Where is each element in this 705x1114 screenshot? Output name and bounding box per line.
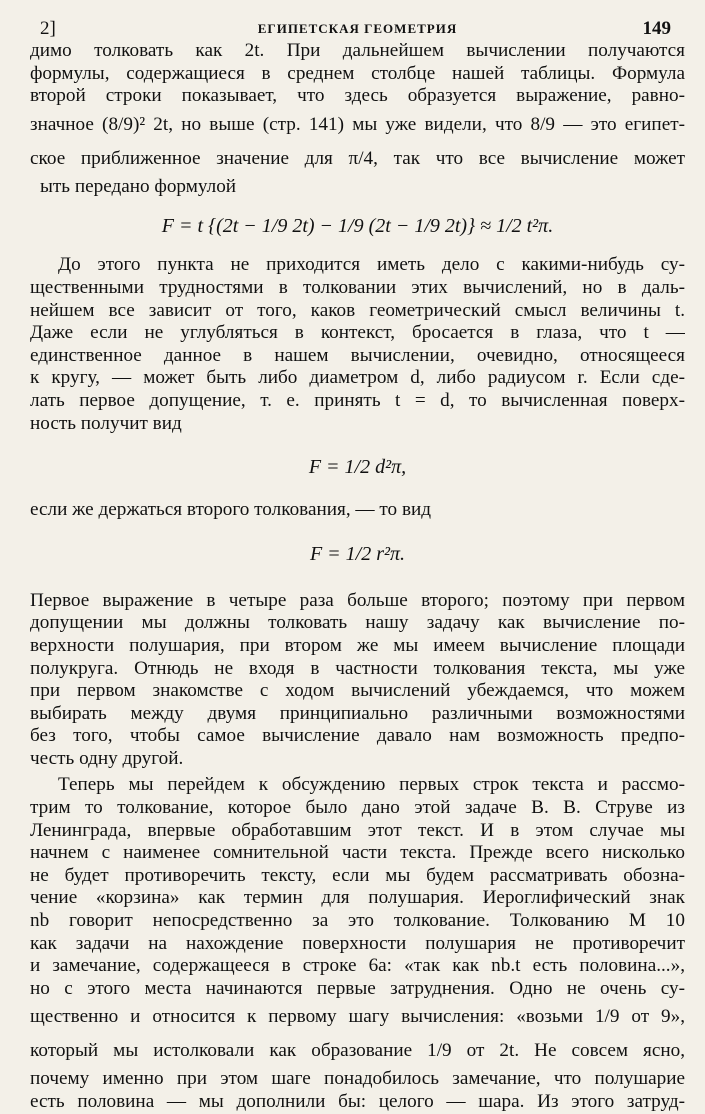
text-line: nb говорит непосредственно за это толкование. Толкованию М 10 [30, 910, 685, 932]
text-line: единственное данное в нашем вычислении, очевидно, относящееся [30, 344, 685, 366]
text-line: ность получит вид [30, 412, 182, 434]
text-line: как задачи на нахождение поверхности полушария не противоречит [30, 932, 685, 954]
text-line: Теперь мы перейдем к обсуждению первых строк текста и рассмо- [58, 774, 685, 796]
text-line: и замечание, содержащееся в строке 6а: «так как nb.t есть половина...», [30, 955, 685, 977]
text-line: но с этого места начинаются первые затруднения. Одно не очень су- [30, 977, 685, 999]
text-line: формулы, содержащиеся в среднем столбце нашей таблицы. Формула [30, 62, 685, 84]
text-line: Даже если не углубляться в контекст, бросается в глаза, что t — [30, 322, 685, 344]
text-line: к кругу, — может быть либо диаметром d, либо радиусом r. Если сде- [30, 367, 685, 389]
text-line: честь одну другой. [30, 747, 184, 769]
text-line: трим то толкование, которое было дано этой задаче В. В. Струве из [30, 797, 685, 819]
text-line: щественно и относится к первому шагу вычисления: «возьми 1/9 от 9», [30, 1006, 685, 1028]
running-title: ЕГИПЕТСКАЯ ГЕОМЕТРИЯ [257, 21, 458, 36]
text-line: если же держаться второго толкования, — то вид [30, 499, 432, 521]
text-line: До этого пункта не приходится иметь дело с какими-нибудь су- [58, 254, 685, 276]
formula-3: F = 1/2 r²π. [309, 542, 406, 565]
text-line: есть половина — мы дополнили бы: целого — шара. Из этого затруд- [30, 1091, 685, 1112]
page-number: 149 [642, 18, 671, 39]
text-line: который мы истолковали как образование 1/9 от 2t. Не совсем ясно, [30, 1040, 685, 1062]
text-line: при первом знакомстве с ходом вычислений убеждаемся, что можем [30, 680, 685, 702]
paragraph-1 [30, 40, 685, 198]
text-line: щественными трудностями в толковании этих вычислений, но в даль- [30, 276, 685, 298]
paragraph-3 [30, 499, 685, 522]
text-line: почему именно при этом шаге понадобилось замечание, что полушарие [30, 1068, 685, 1090]
text-line: чение «корзина» как термин для полушария. Иероглифический знак [30, 887, 685, 909]
formula-2: F = 1/2 d²π, [308, 456, 407, 479]
page-header [30, 0, 685, 40]
text-line: ское приближенное значение для π/4, так что все вычисление может [30, 147, 685, 169]
section-number: 2] [40, 18, 56, 39]
paragraph-4 [30, 590, 685, 771]
paragraph-5 [30, 774, 685, 1113]
paragraph-2 [30, 254, 685, 435]
text-line: выбирать между двумя принципиально различными возможностями [30, 702, 685, 724]
text-line: без того, чтобы самое вычисление давало нам возможность предпо- [30, 725, 685, 747]
text-line: нейшем все зависит от того, каков геометрический смысл величины t. [30, 299, 685, 321]
text-line: полукруга. Отнюдь не входя в частности толкования текста, мы уже [30, 657, 685, 679]
text-line: Первое выражение в четыре раза больше второго; поэтому при первом [30, 589, 685, 611]
text-line: второй строки показывает, что здесь образуется выражение, равно- [30, 85, 685, 107]
text-line: значное (8/9)² 2t, но выше (стр. 141) мы уже видели, что 8/9 — это египет- [30, 113, 685, 135]
formula-1: F = t {(2t − 1/9 2t) − 1/9 (2t − 1/9 2t)} ≈ 1/2 t²π. [161, 215, 554, 238]
text-line: верхности полушария, при втором же мы имеем вычисление площади [30, 634, 685, 656]
text-line: димо толковать как 2t. При дальнейшем вычислении получаются [30, 40, 685, 61]
text-line: не будет противоречить тексту, если мы будем рассматривать обозна- [30, 864, 685, 886]
text-line: начнем с наименее сомнительной части текста. Прежде всего нисколько [30, 842, 685, 864]
text-line: Ленинграда, впервые обработавшим этот текст. И в этом случае мы [30, 819, 685, 841]
text-line: допущении мы должны толковать нашу задачу как вычисление по- [30, 612, 685, 634]
text-line: ыть передано формулой [40, 175, 237, 197]
text-line: лать первое допущение, т. е. принять t = d, то вычисленная поверх- [30, 389, 685, 411]
